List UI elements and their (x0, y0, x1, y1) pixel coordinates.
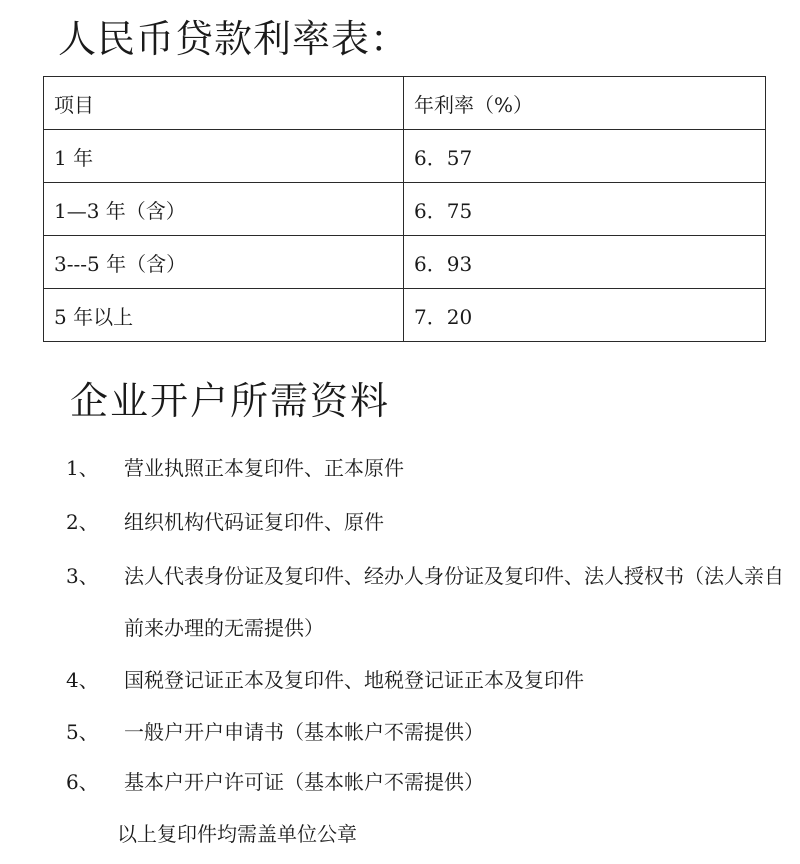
row-item: 5 年以上 (44, 289, 404, 342)
list-item-text: 法人代表身份证及复印件、经办人身份证及复印件、法人授权书（法人亲自前来办理的无需提供） (124, 564, 784, 640)
row-rate: 6．93 (404, 236, 766, 289)
list-item-text: 国税登记证正本及复印件、地税登记证正本及复印件 (124, 668, 584, 692)
list-item-number: 2、 (66, 510, 99, 534)
loan-rate-table (43, 76, 766, 342)
list-item-text: 基本户开户许可证（基本帐户不需提供） (124, 770, 484, 794)
stamp-note: 以上复印件均需盖单位公章 (117, 822, 357, 846)
list-item-number: 1、 (66, 456, 99, 480)
list-item-number: 6、 (66, 770, 99, 794)
row-rate: 6．57 (404, 130, 766, 183)
header-rate: 年利率（%） (404, 77, 766, 130)
row-item: 1 年 (44, 130, 404, 183)
rate-table-title: 人民币贷款利率表： (58, 17, 410, 61)
list-item-text: 一般户开户申请书（基本帐户不需提供） (124, 720, 484, 744)
table-row (44, 183, 766, 236)
row-item: 1—3 年（含） (44, 183, 404, 236)
row-item: 3---5 年（含） (44, 236, 404, 289)
table-header-row (44, 77, 766, 130)
header-item: 项目 (44, 77, 404, 130)
table-row (44, 289, 766, 342)
row-rate: 6．75 (404, 183, 766, 236)
list-item-text: 营业执照正本复印件、正本原件 (124, 456, 404, 480)
table-row (44, 130, 766, 183)
row-rate: 7．20 (404, 289, 766, 342)
list-item-number: 4、 (66, 668, 99, 692)
list-item-number: 5、 (66, 720, 99, 744)
list-item-number: 3、 (66, 564, 99, 588)
account-docs-title: 企业开户所需资料 (70, 379, 391, 423)
table-row (44, 236, 766, 289)
list-item-text: 组织机构代码证复印件、原件 (124, 510, 384, 534)
